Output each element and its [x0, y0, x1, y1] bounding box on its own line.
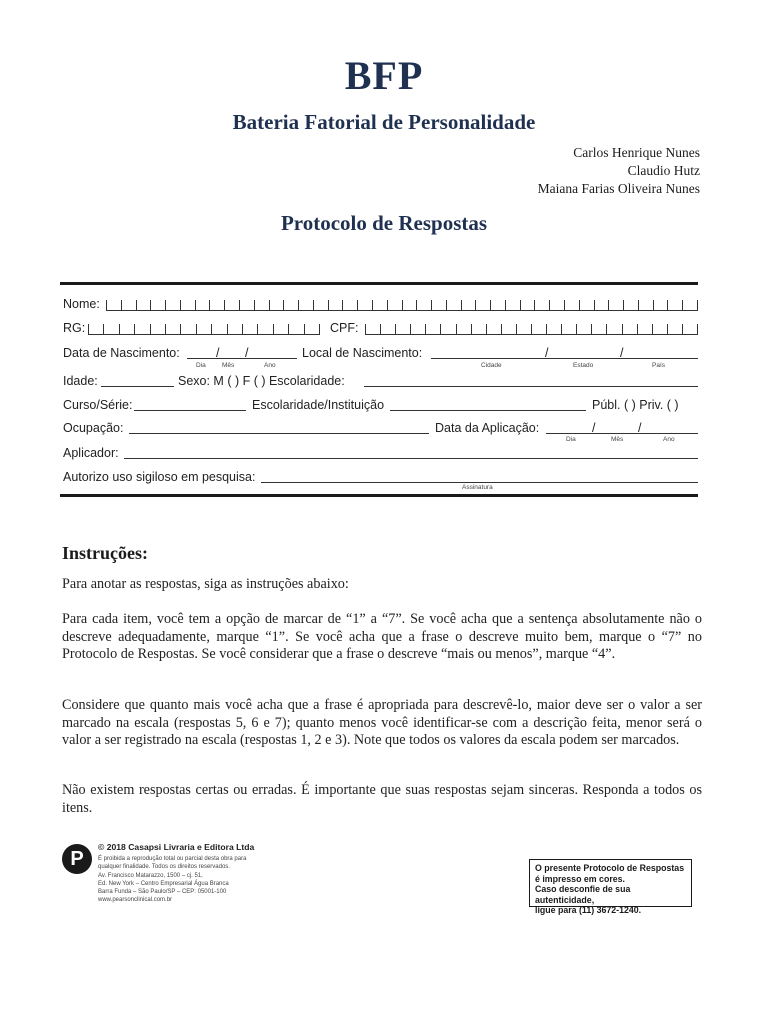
comb-tick: [440, 324, 441, 334]
comb-tick: [273, 324, 274, 334]
comb-tick: [638, 300, 639, 310]
local-nascimento-field[interactable]: [431, 358, 698, 359]
comb-tick: [288, 324, 289, 334]
respondent-form: [60, 282, 698, 497]
comb-tick: [395, 324, 396, 334]
assinatura-field[interactable]: [261, 482, 698, 483]
comb-tick: [653, 300, 654, 310]
comb-tick: [594, 300, 595, 310]
instructions-paragraph: Considere que quanto mais você acha que a frase é apropriada para descrevê-lo, maior deve ser o valor a ser marcado na escala (respostas 5, 6 e 7); quanto menos você identificar-se com a descrição feita, menor será o valor a ser registrado na escala (respostas 1, 2 e 3). Note que todos os valores da escala podem ser marcados.: [62, 697, 702, 748]
comb-tick: [505, 300, 506, 310]
comb-tick: [561, 324, 562, 334]
page-subtitle: Bateria Fatorial de Personalidade: [232, 110, 536, 134]
sub-dia: Dia: [196, 362, 206, 369]
notice-line: Caso desconfie de sua autenticidade,: [535, 884, 631, 905]
comb-tick: [257, 324, 258, 334]
comb-tick: [150, 300, 151, 310]
local-nascimento-label: Local de Nascimento:: [302, 346, 423, 360]
date-separator: /: [245, 346, 249, 360]
comb-tick: [357, 300, 358, 310]
notice-line: ligue para (11) 3672-1240.: [535, 905, 642, 915]
ocupacao-label: Ocupação:: [63, 421, 124, 435]
aplicador-field[interactable]: [124, 458, 698, 459]
comb-tick: [283, 300, 284, 310]
author-name: Maiana Farias Oliveira Nunes: [537, 181, 700, 196]
date-separator: /: [638, 421, 642, 435]
comb-tick: [211, 324, 212, 334]
sub-ano: Ano: [663, 436, 675, 443]
escolaridade-instituicao-field[interactable]: [390, 410, 586, 411]
sub-estado: Estado: [573, 362, 594, 369]
comb-tick: [313, 300, 314, 310]
comb-tick: [475, 300, 476, 310]
cpf-label: CPF:: [330, 321, 359, 335]
comb-tick: [622, 324, 623, 334]
comb-tick: [196, 324, 197, 334]
aplicador-label: Aplicador:: [63, 446, 119, 460]
cpf-field[interactable]: [365, 324, 698, 335]
comb-tick: [254, 300, 255, 310]
comb-tick: [372, 300, 373, 310]
comb-tick: [608, 300, 609, 310]
comb-tick: [416, 300, 417, 310]
escolaridade-field[interactable]: [364, 386, 698, 387]
rg-field[interactable]: [88, 324, 320, 335]
publ-priv-options[interactable]: Públ. ( ) Priv. ( ): [592, 398, 679, 412]
authors: [538, 144, 700, 198]
comb-tick: [134, 324, 135, 334]
comb-tick: [446, 300, 447, 310]
comb-tick: [682, 300, 683, 310]
rg-label: RG:: [63, 321, 86, 335]
comb-tick: [103, 324, 104, 334]
comb-tick: [697, 324, 698, 334]
comb-tick: [623, 300, 624, 310]
sexo-escolaridade-label: Sexo: M ( ) F ( ) Escolaridade:: [178, 374, 345, 388]
publisher-line: qualquer finalidade. Todos os direitos reservados.: [98, 864, 230, 871]
local-separator: /: [545, 346, 549, 360]
curso-serie-label: Curso/Série:: [63, 398, 133, 412]
sub-dia: Dia: [566, 436, 576, 443]
comb-tick: [121, 300, 122, 310]
authenticity-notice: [529, 859, 692, 915]
pearson-logo-icon: P: [62, 844, 92, 874]
comb-tick: [501, 324, 502, 334]
author-name: Claudio Hutz: [627, 163, 700, 178]
comb-tick: [387, 300, 388, 310]
comb-tick: [106, 300, 107, 310]
comb-tick: [269, 300, 270, 310]
comb-tick: [591, 324, 592, 334]
local-separator: /: [620, 346, 624, 360]
data-aplicacao-label: Data da Aplicação:: [435, 421, 540, 435]
nome-field[interactable]: [106, 300, 698, 311]
sub-mes: Mês: [222, 362, 235, 369]
comb-tick: [456, 324, 457, 334]
ocupacao-field[interactable]: [129, 433, 429, 434]
comb-tick: [402, 300, 403, 310]
comb-tick: [180, 324, 181, 334]
publisher-line: Ed. New York – Centro Empresarial Água Branca: [98, 880, 229, 887]
comb-tick: [224, 300, 225, 310]
comb-tick: [150, 324, 151, 334]
comb-tick: [471, 324, 472, 334]
comb-tick: [531, 324, 532, 334]
comb-tick: [576, 324, 577, 334]
comb-tick: [549, 300, 550, 310]
comb-tick: [667, 300, 668, 310]
comb-tick: [298, 300, 299, 310]
comb-tick: [579, 300, 580, 310]
comb-tick: [410, 324, 411, 334]
comb-tick: [652, 324, 653, 334]
comb-tick: [682, 324, 683, 334]
comb-tick: [319, 324, 320, 334]
comb-tick: [328, 300, 329, 310]
comb-tick: [88, 324, 89, 334]
publisher-line: É proibida a reprodução total ou parcial desta obra para: [98, 856, 247, 862]
instructions-paragraph: Não existem respostas certas ou erradas. É importante que suas respostas sejam sinceras. Responda a todos os itens.: [62, 782, 702, 816]
comb-tick: [490, 300, 491, 310]
comb-tick: [209, 300, 210, 310]
comb-tick: [165, 324, 166, 334]
author-name: Carlos Henrique Nunes: [573, 145, 700, 160]
publisher-line: Av. Francisco Matarazzo, 1500 – cj. 51,: [98, 872, 203, 879]
comb-tick: [136, 300, 137, 310]
data-aplicacao-field[interactable]: [546, 433, 698, 434]
autorizo-label: Autorizo uso sigiloso em pesquisa:: [63, 470, 256, 484]
comb-tick: [239, 300, 240, 310]
comb-tick: [380, 324, 381, 334]
date-separator: /: [216, 346, 220, 360]
copyright: © 2018 Casapsi Livraria e Editora Ltda: [98, 842, 255, 852]
comb-tick: [546, 324, 547, 334]
comb-tick: [165, 300, 166, 310]
idade-label: Idade:: [63, 374, 98, 388]
publisher-website: www.pearsonclinical.com.br: [98, 897, 173, 904]
sub-mes: Mês: [611, 436, 624, 443]
comb-tick: [180, 300, 181, 310]
notice-line: O presente Protocolo de Respostas: [535, 863, 685, 873]
comb-tick: [697, 300, 698, 310]
page-title: BFP: [344, 53, 424, 98]
data-nascimento-field[interactable]: [187, 358, 297, 359]
instructions-paragraph: Para cada item, você tem a opção de marcar de “1” a “7”. Se você acha que a sentença absolutamente não o descreve adequadamente, marque “1”. Se você acha que a frase o descreve muito bem, marque o “7” no Protocolo de Respostas. Se você considerar que a frase o descreve “mais ou menos”, marque “4”.: [62, 611, 702, 662]
idade-field[interactable]: [101, 386, 174, 387]
publisher-line: Barra Funda – São Paulo/SP – CEP: 05001-100: [98, 889, 227, 896]
data-nascimento-label: Data de Nascimento:: [63, 346, 180, 360]
comb-tick: [431, 300, 432, 310]
comb-tick: [534, 300, 535, 310]
comb-tick: [486, 324, 487, 334]
protocol-title: Protocolo de Respostas: [280, 211, 488, 235]
sub-cidade: Cidade: [481, 362, 502, 369]
notice-line: é impresso em cores.: [535, 873, 625, 884]
comb-tick: [227, 324, 228, 334]
date-separator: /: [592, 421, 596, 435]
comb-tick: [667, 324, 668, 334]
instructions-heading: Instruções:: [62, 543, 148, 563]
comb-tick: [516, 324, 517, 334]
comb-tick: [119, 324, 120, 334]
comb-tick: [242, 324, 243, 334]
sub-pais: País: [652, 362, 666, 369]
comb-tick: [637, 324, 638, 334]
nome-label: Nome:: [63, 297, 100, 311]
curso-serie-field[interactable]: [134, 410, 246, 411]
comb-tick: [304, 324, 305, 334]
sub-assinatura: Assinatura: [462, 484, 493, 491]
comb-tick: [365, 324, 366, 334]
escolaridade-instituicao-label: Escolaridade/Instituição: [252, 398, 385, 412]
comb-tick: [342, 300, 343, 310]
comb-tick: [195, 300, 196, 310]
comb-tick: [425, 324, 426, 334]
instructions-paragraph: Para anotar as respostas, siga as instruções abaixo:: [62, 576, 349, 592]
publisher-info: [98, 855, 246, 905]
comb-tick: [520, 300, 521, 310]
comb-tick: [564, 300, 565, 310]
comb-tick: [461, 300, 462, 310]
comb-tick: [606, 324, 607, 334]
sub-ano: Ano: [264, 362, 276, 369]
